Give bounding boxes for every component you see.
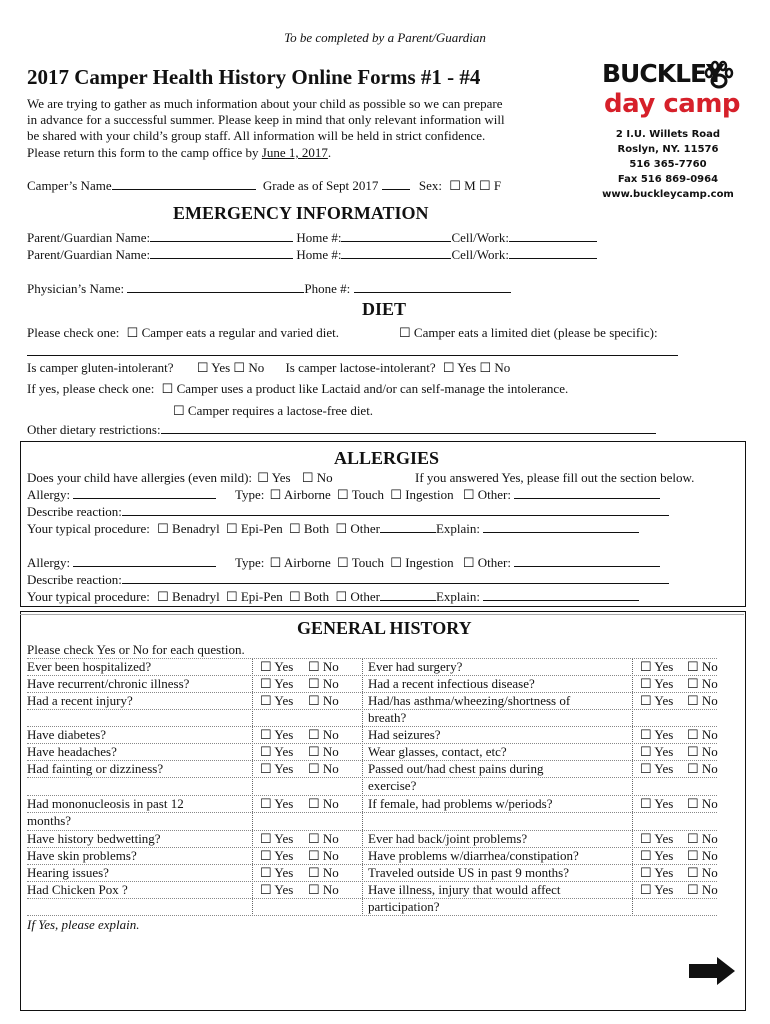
history-left-yes-checkbox[interactable]: ☐ Yes — [260, 831, 294, 846]
history-row-divider — [27, 726, 717, 727]
cell-label: Cell/Work: — [451, 230, 509, 245]
address-phone: 516 365-7760 — [629, 159, 707, 170]
other-type-checkbox[interactable]: ☐ Other: — [462, 487, 511, 502]
history-right-yes-checkbox[interactable]: ☐ Yes — [640, 796, 674, 811]
history-row-divider — [27, 760, 717, 761]
address-city: Roslyn, NY. 11576 — [617, 144, 719, 155]
emergency-heading: EMERGENCY INFORMATION — [173, 203, 429, 223]
both-checkbox[interactable]: ☐ Both — [288, 521, 330, 536]
type-label: Type: — [235, 487, 265, 502]
grade-field[interactable] — [382, 177, 410, 190]
top-note: To be completed by a Parent/Guardian — [284, 30, 486, 45]
guardian-name-field[interactable] — [150, 246, 293, 259]
allergy-2-type-row — [235, 554, 660, 571]
history-right-yes-checkbox[interactable]: ☐ Yes — [640, 744, 674, 759]
address-fax: Fax 516 869-0964 — [617, 174, 719, 185]
explain-2-field[interactable] — [483, 588, 639, 601]
history-question-right: Had a recent infectious disease? — [368, 676, 535, 691]
describe-1-row — [27, 503, 669, 520]
history-left-no-checkbox[interactable]: ☐ No — [308, 761, 339, 776]
history-row-divider — [27, 898, 717, 899]
history-left-yes-checkbox[interactable]: ☐ Yes — [260, 676, 294, 691]
history-question-left: Have recurrent/chronic illness? — [27, 676, 190, 691]
history-left-no-checkbox[interactable]: ☐ No — [308, 882, 339, 897]
history-question-right-continued: breath? — [368, 710, 407, 725]
allergy-1-field[interactable] — [73, 486, 216, 499]
allergy-question-row — [27, 469, 333, 486]
history-right-no-checkbox[interactable]: ☐ No — [687, 761, 718, 776]
limited-diet-field[interactable] — [27, 355, 678, 356]
address-street: 2 I.U. Willets Road — [615, 129, 721, 140]
describe-2-row — [27, 571, 669, 588]
describe-2-field[interactable] — [122, 571, 669, 584]
history-row-divider — [27, 658, 717, 659]
home-field[interactable] — [341, 246, 451, 259]
explain-label: Explain: — [435, 589, 480, 604]
diet-check-row — [27, 324, 339, 341]
history-heading: GENERAL HISTORY — [297, 618, 472, 638]
history-right-yes-checkbox[interactable]: ☐ Yes — [640, 676, 674, 691]
history-left-yes-checkbox[interactable]: ☐ Yes — [260, 659, 294, 674]
history-row-divider — [27, 812, 717, 813]
history-question-right: Traveled outside US in past 9 months? — [368, 865, 570, 880]
allergy-yes-checkbox[interactable]: ☐ Yes — [257, 470, 291, 485]
sex-f-checkbox[interactable]: ☐ F — [478, 178, 502, 193]
lactose-question: Is camper lactose-intolerant? — [285, 360, 436, 375]
history-left-yes-checkbox[interactable]: ☐ Yes — [260, 744, 294, 759]
cell-field[interactable] — [509, 229, 597, 242]
procedure-label: Your typical procedure: — [27, 521, 150, 536]
history-left-no-checkbox[interactable]: ☐ No — [308, 831, 339, 846]
history-row-divider — [27, 743, 717, 744]
history-question-left-continued: months? — [27, 813, 72, 828]
history-row-divider — [27, 709, 717, 710]
gluten-question: Is camper gluten-intolerant? — [27, 360, 174, 375]
history-row-divider — [27, 795, 717, 796]
logo-buckley: BUCKLEY — [602, 59, 724, 88]
history-question-left: Hearing issues? — [27, 865, 109, 880]
allergy-note: If you answered Yes, please fill out the section below. — [415, 470, 695, 485]
history-left-yes-checkbox[interactable]: ☐ Yes — [260, 693, 294, 708]
history-right-yes-checkbox[interactable]: ☐ Yes — [640, 848, 674, 863]
airborne-checkbox[interactable]: ☐ Airborne — [269, 555, 331, 570]
logo-day-camp: day camp — [604, 89, 741, 119]
gluten-yes-checkbox[interactable]: ☐ Yes — [196, 360, 231, 375]
describe-label: Describe reaction: — [27, 572, 122, 587]
sex-m-checkbox[interactable]: ☐ M — [449, 178, 476, 193]
history-right-no-checkbox[interactable]: ☐ No — [687, 693, 718, 708]
type-label: Type: — [235, 555, 265, 570]
history-left-yes-checkbox[interactable]: ☐ Yes — [260, 865, 294, 880]
other-diet-label: Other dietary restrictions: — [27, 422, 161, 437]
explain-prompt: If Yes, please explain. — [27, 917, 140, 932]
intro-line: in advance for a successful summer. Please keep in mind that only relevant information will — [27, 112, 505, 127]
history-question-left: Have history bedwetting? — [27, 831, 161, 846]
describe-1-field[interactable] — [122, 503, 669, 516]
history-row-divider — [27, 847, 717, 848]
home-field[interactable] — [341, 229, 451, 242]
history-right-no-checkbox[interactable]: ☐ No — [687, 676, 718, 691]
benadryl-checkbox[interactable]: ☐ Benadryl — [157, 521, 220, 536]
procedure-label: Your typical procedure: — [27, 589, 150, 604]
history-question-left: Had mononucleosis in past 12 — [27, 796, 184, 811]
describe-label: Describe reaction: — [27, 504, 122, 519]
history-left-yes-checkbox[interactable]: ☐ Yes — [260, 796, 294, 811]
allergy-1-type-row — [235, 486, 660, 503]
other-procedure-checkbox[interactable]: ☐ Other — [335, 589, 380, 604]
history-left-no-checkbox[interactable]: ☐ No — [308, 727, 339, 742]
cell-label: Cell/Work: — [451, 247, 509, 262]
guardian-row-1 — [27, 229, 597, 246]
next-arrow-icon[interactable] — [687, 955, 737, 987]
history-question-left: Have headaches? — [27, 744, 117, 759]
history-row-divider — [27, 675, 717, 676]
history-right-yes-checkbox[interactable]: ☐ Yes — [640, 693, 674, 708]
epipen-checkbox[interactable]: ☐ Epi-Pen — [225, 521, 283, 536]
history-left-no-checkbox[interactable]: ☐ No — [308, 676, 339, 691]
touch-checkbox[interactable]: ☐ Touch — [337, 487, 385, 502]
history-left-no-checkbox[interactable]: ☐ No — [308, 744, 339, 759]
ingestion-checkbox[interactable]: ☐ Ingestion — [390, 555, 454, 570]
history-left-no-checkbox[interactable]: ☐ No — [308, 796, 339, 811]
epipen-checkbox[interactable]: ☐ Epi-Pen — [225, 589, 283, 604]
grade-label: Grade as of Sept 2017 — [262, 178, 379, 193]
history-question-left: Had fainting or dizziness? — [27, 761, 164, 776]
both-checkbox[interactable]: ☐ Both — [288, 589, 330, 604]
allergies-heading: ALLERGIES — [334, 448, 440, 468]
history-row-divider — [27, 777, 717, 778]
page-title: 2017 Camper Health History Online Forms #1 - #4 — [27, 65, 481, 89]
explain-label: Explain: — [435, 521, 480, 536]
camper-name-label: Camper’s Name — [27, 178, 112, 193]
history-row-divider — [27, 830, 717, 831]
history-left-yes-checkbox[interactable]: ☐ Yes — [260, 727, 294, 742]
history-column-divider — [252, 658, 253, 916]
sex-label: Sex: — [418, 178, 443, 193]
history-question-right: Wear glasses, contact, etc? — [368, 744, 507, 759]
history-right-no-checkbox[interactable]: ☐ No — [687, 659, 718, 674]
diet-check-label: Please check one: — [27, 325, 120, 340]
if-yes-label: If yes, please check one: — [27, 381, 155, 396]
lactose-free-checkbox[interactable]: ☐ Camper requires a lactose-free diet. — [173, 403, 374, 418]
history-right-no-checkbox[interactable]: ☐ No — [687, 744, 718, 759]
history-right-yes-checkbox[interactable]: ☐ Yes — [640, 727, 674, 742]
history-question-right-continued: participation? — [368, 899, 440, 914]
camp-address — [600, 127, 736, 202]
history-question-right: Have problems w/diarrhea/constipation? — [368, 848, 579, 863]
history-question-right-continued: exercise? — [368, 778, 417, 793]
history-left-no-checkbox[interactable]: ☐ No — [308, 693, 339, 708]
allergy-question: Does your child have allergies (even mild): — [27, 470, 253, 485]
physician-phone-field[interactable] — [354, 280, 511, 293]
address-website: www.buckleycamp.com — [602, 189, 734, 200]
history-question-left: Had a recent injury? — [27, 693, 133, 708]
history-right-no-checkbox[interactable]: ☐ No — [687, 831, 718, 846]
other-diet-field[interactable] — [161, 421, 656, 434]
gluten-no-checkbox[interactable]: ☐ No — [233, 360, 265, 375]
history-right-no-checkbox[interactable]: ☐ No — [687, 727, 718, 742]
history-row-divider — [27, 692, 717, 693]
procedure-2-row — [27, 588, 639, 605]
allergy-2-field[interactable] — [73, 554, 216, 567]
home-label: Home #: — [296, 230, 342, 245]
camper-name-field[interactable] — [112, 177, 256, 190]
history-question-right: Ever had surgery? — [368, 659, 463, 674]
guardian-label: Parent/Guardian Name: — [27, 247, 151, 262]
other-procedure-field[interactable] — [380, 588, 436, 601]
history-right-yes-checkbox[interactable]: ☐ Yes — [640, 761, 674, 776]
physician-name-field[interactable] — [127, 280, 304, 293]
diet-heading: DIET — [362, 299, 407, 319]
history-left-yes-checkbox[interactable]: ☐ Yes — [260, 761, 294, 776]
explain-1-field[interactable] — [483, 520, 639, 533]
lactaid-checkbox[interactable]: ☐ Camper uses a product like Lactaid and/or can self-manage the intolerance. — [161, 381, 569, 396]
history-row-divider — [27, 864, 717, 865]
allergy-label: Allergy: — [27, 487, 71, 502]
history-left-yes-checkbox[interactable]: ☐ Yes — [260, 882, 294, 897]
intro-line: Please return this form to the camp office by June 1, 2017. — [27, 145, 332, 160]
allergy-no-checkbox[interactable]: ☐ No — [301, 470, 333, 485]
history-question-left: Have diabetes? — [27, 727, 107, 742]
other-type-field[interactable] — [514, 486, 660, 499]
procedure-1-row — [27, 520, 639, 537]
other-procedure-field[interactable] — [380, 520, 436, 533]
guardian-name-field[interactable] — [150, 229, 293, 242]
other-type-field[interactable] — [514, 554, 660, 567]
history-left-no-checkbox[interactable]: ☐ No — [308, 865, 339, 880]
guardian-label: Parent/Guardian Name: — [27, 230, 151, 245]
history-right-yes-checkbox[interactable]: ☐ Yes — [640, 831, 674, 846]
touch-checkbox[interactable]: ☐ Touch — [337, 555, 385, 570]
gluten-row — [27, 359, 510, 376]
history-column-divider — [632, 658, 633, 916]
history-row-divider — [27, 881, 717, 882]
history-column-divider — [362, 658, 363, 916]
history-left-no-checkbox[interactable]: ☐ No — [308, 659, 339, 674]
allergy-2-row — [27, 554, 216, 571]
paw-print-icon — [703, 60, 735, 92]
history-right-no-checkbox[interactable]: ☐ No — [687, 796, 718, 811]
history-left-no-checkbox[interactable]: ☐ No — [308, 848, 339, 863]
other-type-checkbox[interactable]: ☐ Other: — [462, 555, 511, 570]
lactose-no-checkbox[interactable]: ☐ No — [479, 360, 511, 375]
other-diet-row — [27, 421, 656, 438]
airborne-checkbox[interactable]: ☐ Airborne — [269, 487, 331, 502]
intro-line: be shared with your child’s group staff. All information will be held in strict confidence. — [27, 128, 486, 143]
allergy-label: Allergy: — [27, 555, 71, 570]
history-question-left: Had Chicken Pox ? — [27, 882, 128, 897]
camper-info-row — [27, 177, 501, 194]
history-question-left: Ever been hospitalized? — [27, 659, 152, 674]
cell-field[interactable] — [509, 246, 597, 259]
intro-line: We are trying to gather as much information about your child as possible so we can prepare — [27, 96, 503, 111]
limited-diet-checkbox[interactable]: ☐ Camper eats a limited diet (please be specific): — [399, 325, 658, 340]
history-right-yes-checkbox[interactable]: ☐ Yes — [640, 659, 674, 674]
history-right-no-checkbox[interactable]: ☐ No — [687, 865, 718, 880]
history-question-right: Have illness, injury that would affect — [368, 882, 561, 897]
home-label: Home #: — [296, 247, 342, 262]
allergy-1-row — [27, 486, 216, 503]
history-question-right: Had seizures? — [368, 727, 441, 742]
history-instruction: Please check Yes or No for each question. — [27, 642, 245, 657]
phone-label: Phone #: — [304, 281, 351, 296]
history-right-yes-checkbox[interactable]: ☐ Yes — [640, 865, 674, 880]
regular-diet-checkbox[interactable]: ☐ Camper eats a regular and varied diet. — [126, 325, 339, 340]
benadryl-checkbox[interactable]: ☐ Benadryl — [157, 589, 220, 604]
history-left-yes-checkbox[interactable]: ☐ Yes — [260, 848, 294, 863]
return-date: June 1, 2017 — [261, 145, 328, 160]
history-right-no-checkbox[interactable]: ☐ No — [687, 882, 718, 897]
history-question-right: Passed out/had chest pains during — [368, 761, 544, 776]
history-question-left: Have skin problems? — [27, 848, 137, 863]
history-question-right: If female, had problems w/periods? — [368, 796, 553, 811]
history-question-right: Had/has asthma/wheezing/shortness of — [368, 693, 571, 708]
history-right-yes-checkbox[interactable]: ☐ Yes — [640, 882, 674, 897]
history-right-no-checkbox[interactable]: ☐ No — [687, 848, 718, 863]
guardian-row-2 — [27, 246, 597, 263]
history-question-right: Ever had back/joint problems? — [368, 831, 528, 846]
lactose-yes-checkbox[interactable]: ☐ Yes — [442, 360, 477, 375]
physician-label: Physician’s Name: — [27, 281, 125, 296]
physician-row — [27, 280, 511, 297]
ingestion-checkbox[interactable]: ☐ Ingestion — [390, 487, 454, 502]
lactose-options-row — [27, 380, 568, 397]
other-procedure-checkbox[interactable]: ☐ Other — [335, 521, 380, 536]
history-top-rule — [20, 614, 744, 615]
